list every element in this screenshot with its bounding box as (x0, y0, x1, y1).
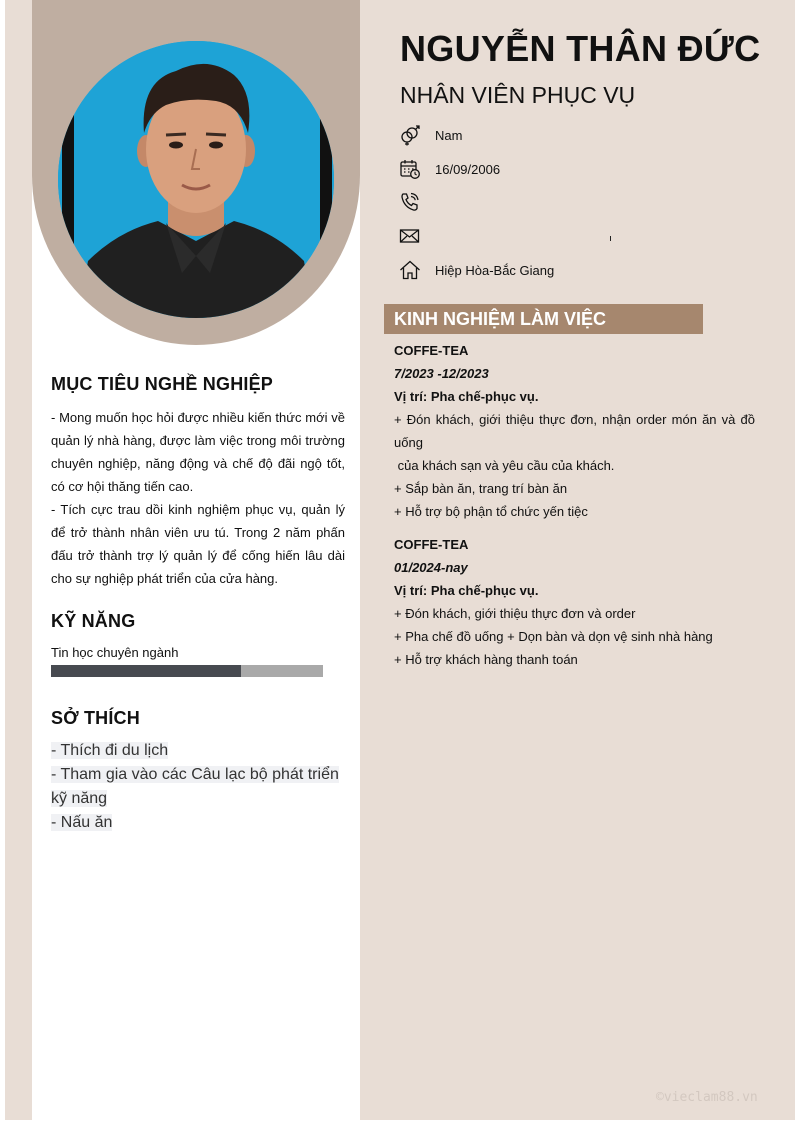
home-icon (399, 259, 421, 281)
job-period: 01/2024-nay (394, 560, 468, 575)
hobby-item: - Nấu ăn (51, 814, 113, 831)
candidate-name: NGUYỄN THÂN ĐỨC (400, 28, 761, 69)
hobbies-list (51, 739, 345, 835)
job-task: + Sắp bàn ăn, trang trí bàn ăn (394, 481, 568, 496)
gender-text: Nam (435, 127, 463, 143)
company-name: COFFE-TEA (394, 537, 469, 552)
info-email (399, 224, 421, 248)
watermark: ©vieclam88.vn (656, 1090, 758, 1105)
profile-photo (58, 41, 334, 318)
job-task: + Hỗ trợ khách hàng thanh toán (394, 652, 578, 667)
job-title: NHÂN VIÊN PHỤC VỤ (400, 82, 636, 108)
email-text-caret (610, 236, 611, 241)
gender-icon (399, 124, 421, 146)
skill-bar (51, 665, 323, 677)
job-position: Vị trí: Pha chế-phục vụ. (394, 389, 539, 404)
objective-title: MỤC TIÊU NGHỀ NGHIỆP (51, 374, 274, 394)
job-task: + Hỗ trợ bộ phận tổ chức yến tiệc (394, 504, 588, 519)
company-name: COFFE-TEA (394, 343, 469, 358)
info-address (399, 258, 555, 282)
skill-bar-fill (51, 665, 241, 677)
job-task: + Pha chế đồ uống + Dọn bàn và dọn vệ sinh nhà hàng (394, 629, 713, 644)
skills-title: KỸ NĂNG (51, 611, 136, 631)
experience-title: KINH NGHIỆM LÀM VIỆC (384, 304, 703, 334)
job-task: + Đón khách, giới thiệu thực đơn và order (394, 606, 636, 621)
objective-paragraph: - Tích cực trau dồi kinh nghiệm phục vụ, quản lý để trở thành nhân viên ưu tú. Trong 2 năm phấn đấu trở thành trợ lý quản lý để cống hiến lâu dài cho sự nghiệp phát triển của cửa hàng. (51, 502, 345, 586)
phone-icon (399, 191, 421, 213)
hobbies-title: SỞ THÍCH (51, 708, 140, 728)
job-task: của khách sạn và yêu cầu của khách. (394, 458, 615, 473)
email-icon (399, 225, 421, 247)
info-gender (399, 123, 463, 147)
info-phone (399, 190, 421, 214)
hobby-item: - Thích đi du lịch (51, 742, 169, 759)
birthday-text: 16/09/2006 (435, 161, 501, 177)
skill-label: Tin học chuyên ngành (51, 645, 179, 660)
hobby-item: - Tham gia vào các Câu lạc bộ phát triển kỹ năng (51, 766, 339, 807)
objective-paragraph: - Mong muốn học hỏi được nhiều kiến thức mới về quản lý nhà hàng, được làm việc trong môi trường chuyên nghiệp, năng động và chế độ đãi ngộ tốt, có cơ hội thăng tiến cao. (51, 410, 345, 494)
job-task: + Đón khách, giới thiệu thực đơn, nhận order món ăn và đồ uống (394, 412, 755, 450)
experience-item (394, 533, 755, 671)
info-birthday (399, 157, 501, 181)
objective-text (51, 406, 345, 590)
job-position: Vị trí: Pha chế-phục vụ. (394, 583, 539, 598)
address-text: Hiệp Hòa-Bắc Giang (435, 262, 555, 278)
experience-item (394, 339, 755, 523)
calendar-icon (399, 158, 421, 180)
job-period: 7/2023 -12/2023 (394, 366, 489, 381)
